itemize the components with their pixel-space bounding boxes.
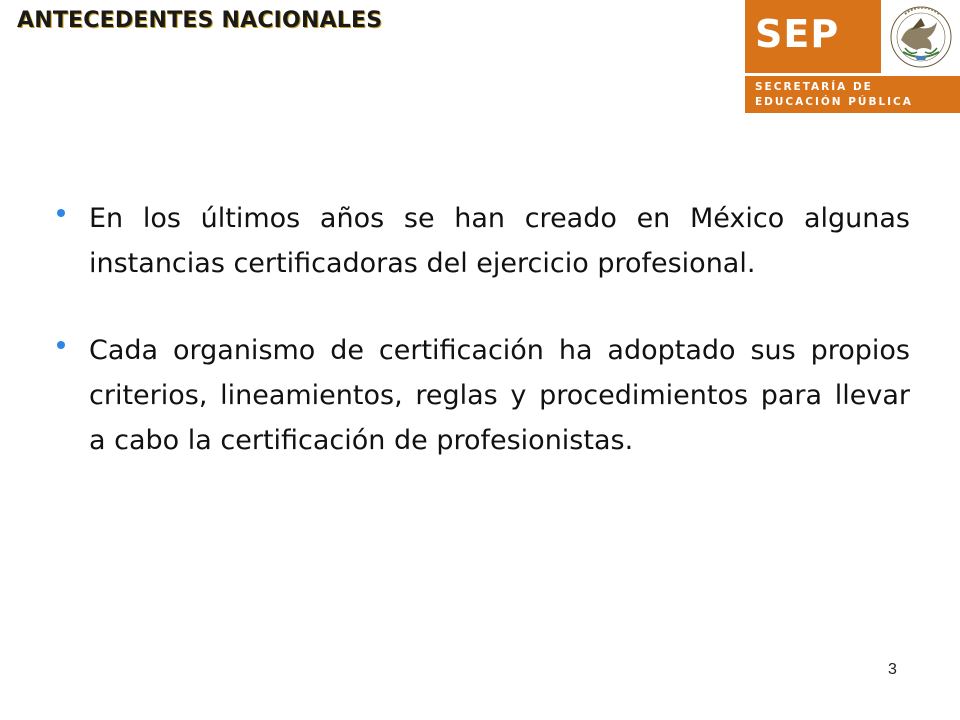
mexico-coat-of-arms-icon <box>881 0 960 73</box>
logo-line-1: SECRETARÍA DE <box>755 81 873 93</box>
bullet-dot-icon <box>57 209 65 217</box>
bullet-dot-icon <box>57 341 65 349</box>
logo-abbr: SEP <box>755 12 840 56</box>
page-number: 3 <box>888 661 897 678</box>
logo-line-2: EDUCACIÓN PÚBLICA <box>755 96 913 108</box>
bullet-list <box>55 196 910 505</box>
bullet-text: En los últimos años se han creado en México algunas instancias certificadoras del ejercicio profesional. <box>89 203 910 279</box>
bullet-item <box>55 328 910 463</box>
slide-title: ANTECEDENTES NACIONALES <box>17 8 383 33</box>
logo-orange-panel <box>745 0 875 73</box>
logo-text-panel <box>745 76 960 113</box>
seal-box <box>881 0 960 73</box>
bullet-item <box>55 196 910 286</box>
sep-logo <box>745 0 960 113</box>
bullet-text: Cada organismo de certificación ha adoptado sus propios criterios, lineamientos, reglas y procedimientos para llevar a cabo la certificación de profesionistas. <box>89 335 910 456</box>
